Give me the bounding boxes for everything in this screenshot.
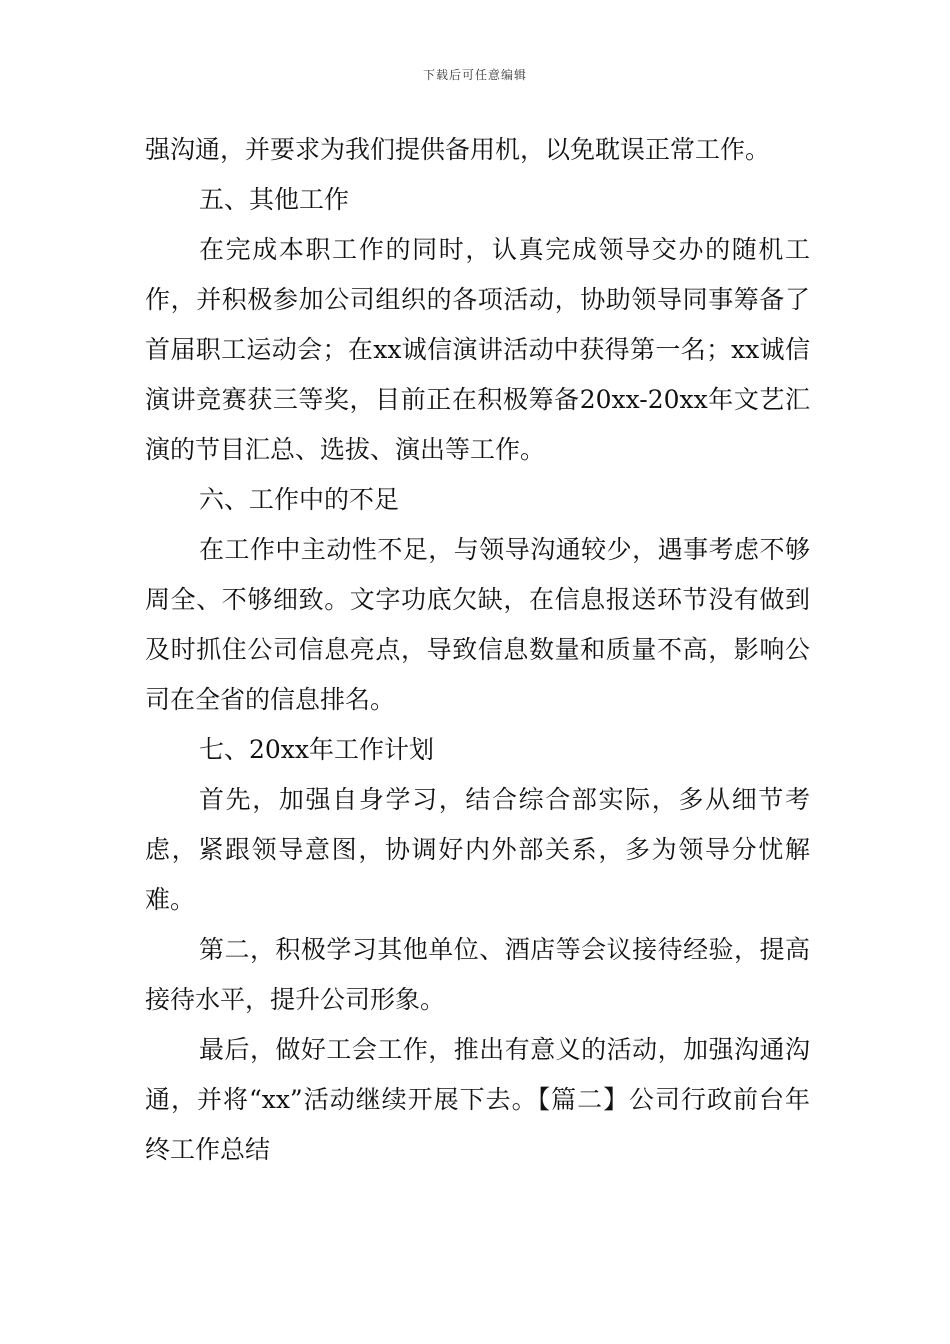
paragraph: 首先，加强自身学习，结合综合部实际，多从细节考虑，紧跟领导意图，协调好内外部关系，多为领导分忧解难。 (145, 785, 810, 914)
section-heading-shortcomings: 六、工作中的不足 (199, 485, 400, 514)
paragraph: 最后，做好工会工作，推出有意义的活动，加强沟通沟通，并将“xx”活动继续开展下去。【篇二】公司行政前台年终工作总结 (145, 1035, 810, 1164)
section-heading-work-plan: 七、20xx年工作计划 (199, 735, 435, 764)
paragraph: 强沟通，并要求为我们提供备用机，以免耽误正常工作。 (145, 135, 771, 164)
page-header: 下载后可任意编辑 (422, 68, 527, 82)
document-body (145, 125, 810, 1175)
paragraph: 在工作中主动性不足，与领导沟通较少，遇事考虑不够周全、不够细致。文字功底欠缺，在信息报送环节没有做到及时抓住公司信息亮点，导致信息数量和质量不高，影响公司在全省的信息排名。 (145, 535, 810, 714)
paragraph: 在完成本职工作的同时，认真完成领导交办的随机工作，并积极参加公司组织的各项活动，协助领导同事筹备了首届职工运动会；在xx诚信演讲活动中获得第一名；xx诚信演讲竞赛获三等奖，目前正在积极筹备20xx-20xx年文艺汇演的节目汇总、选拔、演出等工作。 (145, 235, 810, 464)
paragraph: 第二，积极学习其他单位、酒店等会议接待经验，提高接待水平，提升公司形象。 (145, 935, 810, 1014)
section-heading-other-work: 五、其他工作 (199, 185, 350, 214)
